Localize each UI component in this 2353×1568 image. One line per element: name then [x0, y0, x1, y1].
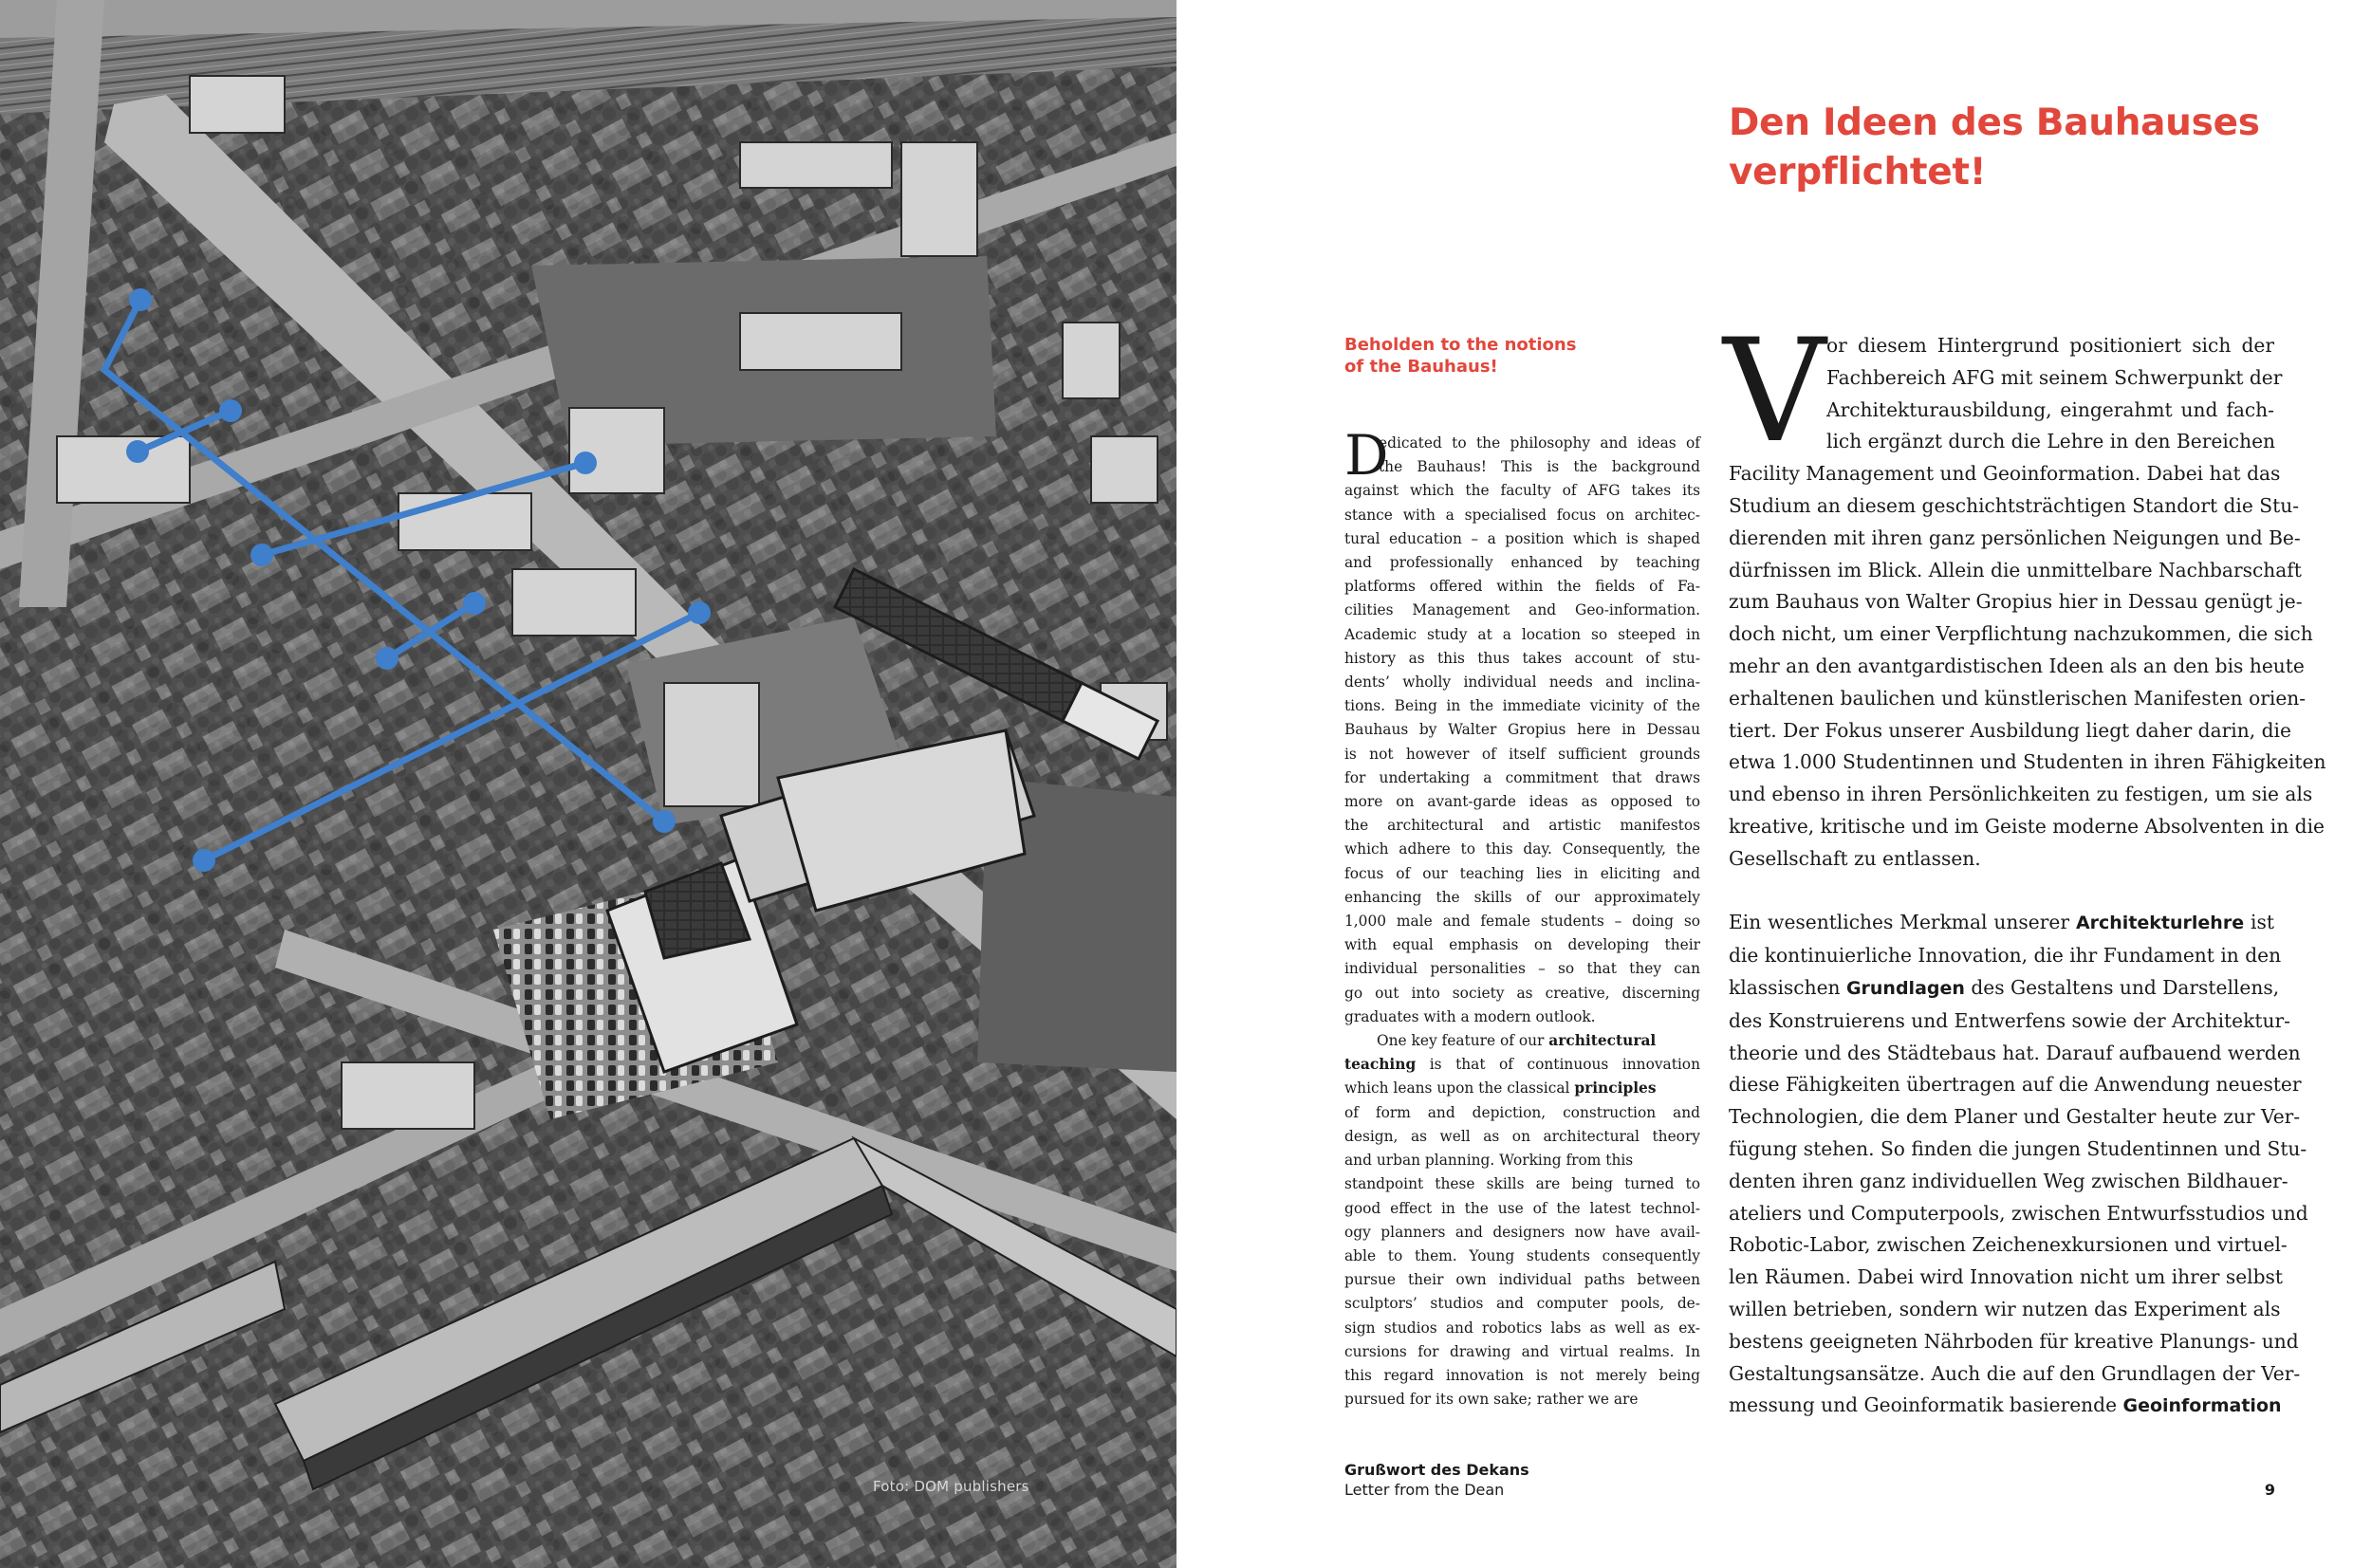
footer-title: Grußwort des Dekans: [1344, 1461, 1529, 1479]
english-line: [1344, 1029, 1700, 1053]
aerial-photo-drawing: [0, 0, 1176, 1568]
german-line: denten ihren ganz individuellen Weg zwischen Bildhauer-: [1729, 1169, 2288, 1192]
english-text: is that of continuous innovation: [1416, 1056, 1700, 1074]
english-line: design, as well as on architectural theory: [1344, 1127, 1700, 1145]
english-column: [1344, 423, 1700, 1411]
english-line: the Bauhaus! This is the background: [1379, 458, 1700, 476]
german-keyword: Geoinformation: [2122, 1395, 2282, 1417]
german-line: [1729, 972, 2280, 1005]
german-dropcap: V: [1723, 309, 1826, 474]
english-line: tions. Being in the immediate vicinity of the: [1344, 697, 1700, 715]
german-line: fügung stehen. So finden die jungen Studentinnen und Stu-: [1729, 1136, 2307, 1160]
german-line: Fachbereich AFG mit seinem Schwerpunkt der: [1826, 365, 2283, 389]
english-line: the architectural and artistic manifestos: [1344, 817, 1700, 835]
german-line: Architekturausbildung, eingerahmt und fach-: [1826, 397, 2274, 421]
headline-line-1: Den Ideen des Bauhauses: [1729, 101, 2260, 144]
english-keyword: architectural: [1548, 1032, 1657, 1050]
german-line: etwa 1.000 Studentinnen und Studenten in ihren Fähigkeiten: [1729, 750, 2326, 774]
german-line: or diesem Hintergrund positioniert sich der: [1826, 334, 2274, 357]
german-line: bestens geeigneten Nährboden für kreative Planungs- und: [1729, 1329, 2299, 1353]
english-text: which leans upon the classical: [1344, 1079, 1575, 1098]
german-column: [1723, 309, 2326, 1423]
english-keyword: teaching: [1344, 1056, 1417, 1074]
english-line: cursions for drawing and virtual realms. In: [1344, 1342, 1700, 1360]
paragraph-gap: [1729, 876, 2274, 908]
german-line: dierenden mit ihren ganz persönlichen Neigungen und Be-: [1729, 526, 2301, 549]
english-line: focus of our teaching lies in eliciting and: [1344, 864, 1700, 882]
german-text: klassischen: [1729, 975, 1846, 999]
german-line: willen betrieben, sondern wir nutzen das Experiment als: [1729, 1297, 2281, 1320]
english-line: this regard innovation is not merely being: [1344, 1366, 1700, 1384]
german-line: erhaltenen baulichen und künstlerischen Manifesten orien-: [1729, 686, 2307, 710]
german-line: Facility Management und Geoinformation. Dabei hat das: [1729, 462, 2281, 486]
english-subheading: [1344, 334, 1705, 378]
english-line: for undertaking a commitment that draws: [1344, 768, 1700, 786]
german-line: Gesellschaft zu entlassen.: [1729, 846, 1981, 870]
english-line: dents’ wholly individual needs and inclina-: [1344, 673, 1700, 692]
footer-subtitle: Letter from the Dean: [1344, 1481, 1505, 1499]
german-line: Gestaltungsansätze. Auch die auf den Grundlagen der Ver-: [1729, 1361, 2301, 1385]
german-line: Studium an diesem geschichtsträchtigen Standort die Stu-: [1729, 493, 2300, 517]
english-line: platforms offered within the fields of Fa-: [1344, 578, 1700, 596]
german-keyword: Grundlagen: [1845, 977, 1965, 999]
german-line: die kontinuierliche Innovation, die ihr Fundament in den: [1729, 944, 2282, 968]
german-text: Ein wesentliches Merkmal unserer: [1729, 911, 2076, 934]
english-line: Bauhaus by Walter Gropius here in Dessau: [1344, 721, 1700, 739]
english-line: enhancing the skills of our approximately: [1344, 888, 1700, 906]
english-line: and urban planning. Working from this: [1344, 1152, 1634, 1170]
german-line: mehr an den avantgardistischen Ideen als an den bis heute: [1729, 654, 2305, 677]
english-line: which adhere to this day. Consequently, the: [1344, 840, 1700, 858]
german-text: messung und Geoinformatik basierende: [1729, 1393, 2123, 1417]
german-line: Robotic-Labor, zwischen Zeichenexkursionen und virtuel-: [1729, 1233, 2288, 1257]
german-line: dürfnissen im Blick. Allein die unmittelbare Nachbarschaft: [1729, 558, 2302, 581]
german-line: diese Fähigkeiten übertragen auf die Anwendung neuester: [1729, 1073, 2302, 1097]
german-keyword: Architekturlehre: [2075, 913, 2245, 934]
german-line: len Räumen. Dabei wird Innovation nicht um ihrer selbst: [1729, 1265, 2283, 1289]
english-line: history as this thus takes account of stu-: [1344, 649, 1700, 667]
english-line: go out into society as creative, discerning: [1344, 984, 1700, 1002]
english-line: [1344, 1077, 1700, 1100]
subheading-line-2: of the Bauhaus!: [1344, 357, 1498, 377]
german-line: [1729, 1390, 2282, 1423]
german-line: tiert. Der Fokus unserer Ausbildung liegt daher darin, die: [1729, 718, 2291, 742]
english-line: [1344, 1053, 1700, 1077]
english-line: stance with a specialised focus on architec-: [1344, 506, 1700, 524]
german-line: zum Bauhaus von Walter Gropius hier in Dessau genügt je-: [1729, 590, 2303, 614]
english-line: sign studios and robotics labs as well as ex-: [1344, 1319, 1700, 1337]
photo-credit: Foto: DOM publishers: [873, 1478, 1029, 1495]
english-line: standpoint these skills are being turned to: [1344, 1175, 1700, 1193]
german-line: Technologien, die dem Planer und Gestalter heute zur Ver-: [1729, 1105, 2301, 1129]
english-line: 1,000 male and female students – doing so: [1344, 913, 1700, 931]
english-keyword: principles: [1574, 1079, 1657, 1098]
english-line: of form and depiction, construction and: [1344, 1103, 1700, 1121]
english-line: with equal emphasis on developing their: [1344, 936, 1700, 954]
subheading-line-1: Beholden to the notions: [1344, 335, 1577, 355]
aerial-photo: [0, 0, 1176, 1568]
german-line: kreative, kritische und im Geiste moderne Absolventen in die: [1729, 814, 2325, 838]
german-line: und ebenso in ihren Persönlichkeiten zu festigen, um sie als: [1729, 783, 2313, 806]
english-line: pursue their own individual paths between: [1344, 1271, 1700, 1289]
headline: [1729, 99, 2298, 197]
english-line: ogy planners and designers now have avail-: [1344, 1223, 1700, 1241]
english-line: pursued for its own sake; rather we are: [1344, 1391, 1639, 1409]
english-line: sculptors’ studios and computer pools, de-: [1344, 1295, 1700, 1313]
english-line: more on avant-garde ideas as opposed to: [1344, 793, 1700, 811]
german-text: des Gestaltens und Darstellens,: [1964, 975, 2280, 999]
english-line: cilities Management and Geo-information.: [1344, 601, 1700, 619]
page-number: 9: [2264, 1481, 2275, 1499]
headline-line-2: verpflichtet!: [1729, 151, 1987, 194]
english-line: edicated to the philosophy and ideas of: [1379, 434, 1700, 452]
german-line: des Konstruierens und Entwerfens sowie der Architektur-: [1729, 1008, 2290, 1032]
english-line: and professionally enhanced by teaching: [1344, 554, 1700, 572]
german-line: lich ergänzt durch die Lehre in den Bereichen: [1826, 430, 2276, 453]
english-text: One key feature of our: [1377, 1032, 1549, 1050]
german-line: ateliers und Computerpools, zwischen Entwurfsstudios und: [1729, 1201, 2308, 1225]
english-line: tural education – a position which is shaped: [1344, 529, 1700, 547]
german-line: theorie und des Städtebaus hat. Darauf aufbauend werden: [1729, 1041, 2301, 1064]
english-line: against which the faculty of AFG takes its: [1344, 482, 1700, 500]
german-line: [1729, 907, 2274, 940]
english-line: individual personalities – so that they can: [1344, 960, 1700, 978]
english-line: Academic study at a location so steeped in: [1344, 625, 1700, 643]
english-line: is not however of itself sufficient grounds: [1344, 745, 1700, 763]
german-line: doch nicht, um einer Verpflichtung nachzukommen, die sich: [1729, 622, 2313, 646]
english-dropcap: D: [1344, 423, 1389, 488]
english-line: graduates with a modern outlook.: [1344, 1007, 1596, 1025]
german-text: ist: [2244, 911, 2274, 934]
english-line: good effect in the use of the latest technol-: [1344, 1199, 1700, 1217]
english-line: able to them. Young students consequently: [1344, 1246, 1700, 1264]
